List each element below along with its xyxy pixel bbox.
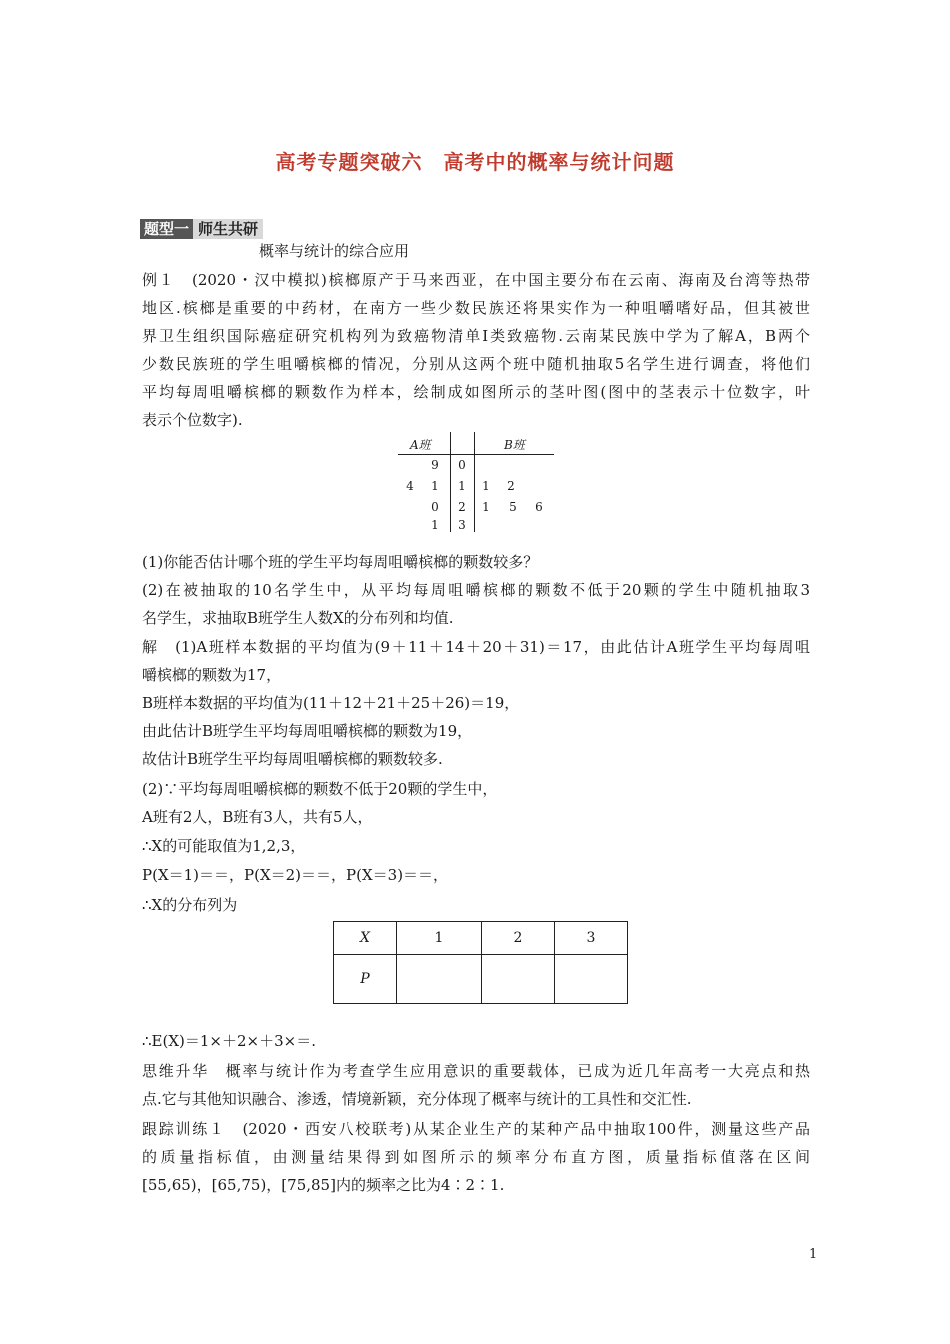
leaf-a: 4: [406, 479, 414, 493]
solution-line: (2)∵平均每周咀嚼槟榔的颗数不低于20颗的学生中，: [142, 780, 498, 798]
distribution-table: [333, 921, 628, 1004]
leaf-a: 1: [431, 518, 439, 532]
leaf-b: 6: [535, 500, 543, 514]
stem-value: 1: [458, 479, 466, 493]
stem-divider-left: [450, 432, 451, 532]
badge-mode: 师生共研: [193, 219, 263, 239]
table-cell: 1: [397, 922, 482, 955]
exercise-line: 跟踪训练１ (2020・西安八校联考)从某企业生产的某种产品中抽取100件，测量这些产品: [142, 1120, 810, 1138]
section-subheading: 概率与统计的综合应用: [259, 242, 410, 260]
solution-line: 由此估计B班学生平均每周咀嚼槟榔的颗数为19，: [142, 722, 473, 740]
solution-line: 嚼槟榔的颗数为17，: [142, 666, 282, 684]
table-cell: [397, 955, 482, 1004]
question-line: (2)在被抽取的10名学生中，从平均每周咀嚼槟榔的颗数不低于20颗的学生中随机抽取3: [142, 581, 810, 599]
class-b-header: B班: [504, 438, 525, 452]
stem-value: 3: [458, 518, 466, 532]
exercise-line: 的质量指标值，由测量结果得到如图所示的频率分布直方图，质量指标值落在区间: [142, 1148, 810, 1166]
stem-divider-right: [474, 432, 475, 532]
stem-leaf-plot: [398, 432, 554, 532]
solution-line: ∴X的可能取值为1,2,3，: [142, 837, 306, 855]
table-cell: X: [334, 922, 397, 955]
leaf-a: 9: [431, 458, 439, 472]
leaf-b: 1: [482, 500, 490, 514]
header-rule: [398, 454, 554, 455]
badge-type: 题型一: [140, 219, 193, 239]
paragraph-line: 例１ (2020・汉中模拟)槟榔原产于马来西亚，在中国主要分布在云南、海南及台湾等热带: [142, 271, 810, 289]
paragraph-line: 少数民族班的学生咀嚼槟榔的情况，分别从这两个班中随机抽取5名学生进行调查，将他们: [142, 355, 810, 373]
solution-line: P(X＝1)＝＝，P(X＝2)＝＝，P(X＝3)＝＝，: [142, 866, 449, 884]
exercise-line: [55,65)，[65,75)，[75,85]内的频率之比为4∶2∶1.: [142, 1176, 505, 1194]
question-line: 名学生，求抽取B班学生人数X的分布列和均值.: [142, 609, 454, 627]
expectation-line: ∴E(X)＝1×＋2×＋3×＝.: [142, 1032, 316, 1050]
page-number: 1: [809, 1247, 818, 1262]
leaf-b: 2: [507, 479, 515, 493]
table-cell: [482, 955, 555, 1004]
section-badge: [140, 219, 263, 239]
summary-line: 点.它与其他知识融合、渗透，情境新颖，充分体现了概率与统计的工具性和交汇性.: [142, 1090, 692, 1108]
table-cell: P: [334, 955, 397, 1004]
paragraph-line: 界卫生组织国际癌症研究机构列为致癌物清单Ⅰ类致癌物.云南某民族中学为了解A，B两个: [142, 327, 810, 345]
solution-line: B班样本数据的平均值为(11＋12＋21＋25＋26)＝19，: [142, 694, 520, 712]
solution-line: A班有2人，B班有3人，共有5人，: [142, 808, 373, 826]
question-line: (1)你能否估计哪个班的学生平均每周咀嚼槟榔的颗数较多？: [142, 553, 539, 571]
leaf-b: 1: [482, 479, 490, 493]
table-cell: 2: [482, 922, 555, 955]
page-title: 高考专题突破六 高考中的概率与统计问题: [275, 150, 675, 174]
table-cell: 3: [555, 922, 628, 955]
solution-line: 解 (1)A班样本数据的平均值为(9＋11＋14＋20＋31)＝17，由此估计A班学生平均每周咀: [142, 638, 810, 656]
solution-line: 故估计B班学生平均每周咀嚼槟榔的颗数较多.: [142, 750, 443, 768]
solution-line: ∴X的分布列为: [142, 896, 238, 914]
paragraph-line: 平均每周咀嚼槟榔的颗数作为样本，绘制成如图所示的茎叶图(图中的茎表示十位数字，叶: [142, 383, 810, 401]
stem-value: 0: [458, 458, 466, 472]
table-cell: [555, 955, 628, 1004]
class-a-header: A班: [410, 438, 431, 452]
leaf-a: 1: [431, 479, 439, 493]
leaf-b: 5: [509, 500, 517, 514]
paragraph-line: 表示个位数字).: [142, 411, 243, 429]
summary-line: 思维升华 概率与统计作为考查学生应用意识的重要载体，已成为近几年高考一大亮点和热: [142, 1062, 810, 1080]
stem-value: 2: [458, 500, 466, 514]
paragraph-line: 地区.槟榔是重要的中药材，在南方一些少数民族还将果实作为一种咀嚼嗜好品，但其被世: [142, 299, 810, 317]
leaf-a: 0: [431, 500, 439, 514]
